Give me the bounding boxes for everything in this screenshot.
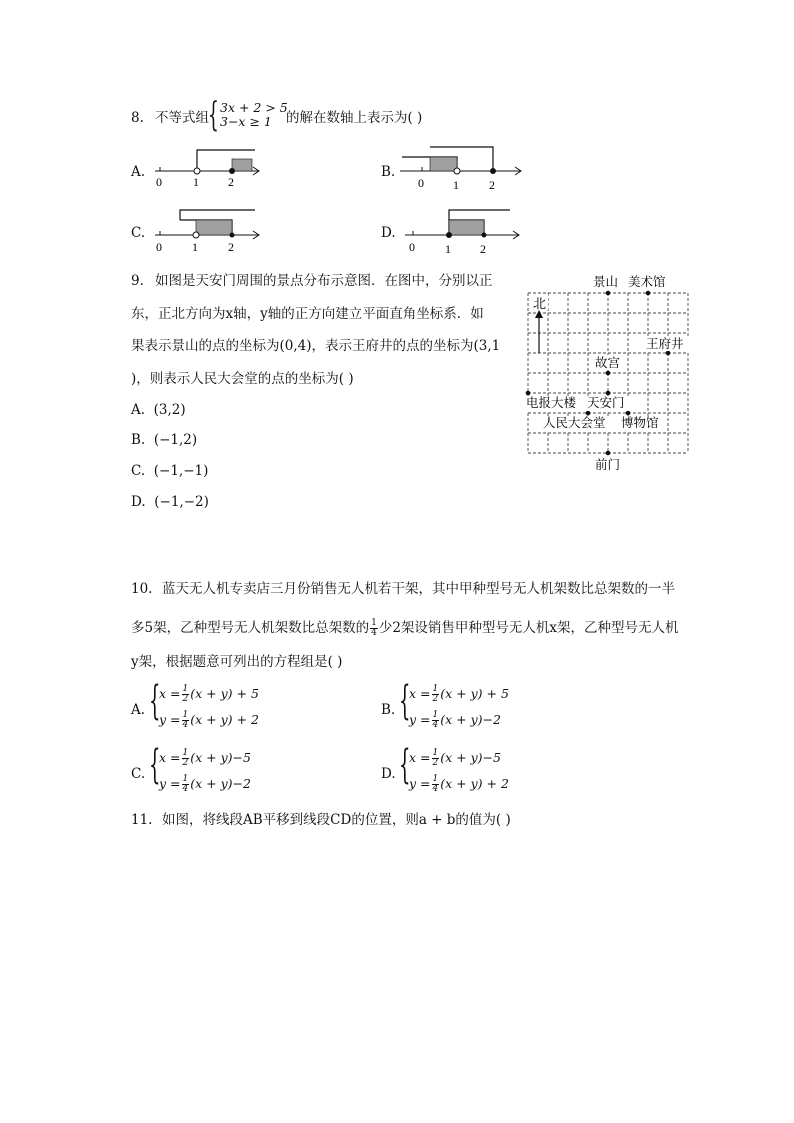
tick-2: 2 [489, 178, 495, 190]
map-label-renmin: 人民大会堂 [543, 416, 606, 430]
map-label-tiananmen: 天安门 [587, 396, 625, 410]
q9-option-b[interactable]: B. (−1,2) [131, 432, 198, 448]
q8-number: 8. [131, 110, 144, 126]
map-label-bowuguan: 博物馆 [621, 416, 659, 430]
q10-line3: y架，根据题意可列出的方程组是( ) [131, 654, 343, 670]
q8-option-a-label[interactable]: A. [131, 164, 146, 180]
q10-line2: 多5架，乙种型号无人机架数比总架数的 $\frac{1}{4}$ 少2架设销售甲种型号无人机x架，乙种型号无人机 [131, 618, 679, 638]
tick-0: 0 [418, 176, 424, 190]
q8-brace: { [208, 95, 219, 135]
q9-line4: )，则表示人民大会堂的点的坐标为( ) [131, 371, 354, 387]
tick-2: 2 [480, 242, 486, 253]
tick-1: 1 [453, 178, 459, 190]
map-label-dianbao: 电报大楼 [526, 396, 577, 410]
tick-1: 1 [193, 175, 199, 189]
q9-option-d[interactable]: D. (−1,−2) [131, 494, 209, 510]
tick-1: 1 [192, 240, 198, 253]
tick-0: 0 [156, 175, 162, 189]
map-north-label: 北 [533, 296, 547, 311]
map-label-wangfujing: 王府井 [646, 337, 684, 351]
q8-option-d-numberline [400, 205, 525, 253]
q9-line3: 果表示景山的点的坐标为(0,4)，表示王府井的点的坐标为(3,1 [131, 338, 501, 354]
q8-option-c-label[interactable]: C. [131, 225, 146, 241]
q8-option-b-numberline [400, 142, 525, 190]
q11-number: 11. [131, 812, 153, 828]
q9-option-a[interactable]: A. (3,2) [131, 402, 186, 418]
q9-option-c[interactable]: C. (−1,−1) [131, 463, 209, 479]
q10-option-a[interactable]: A. { x = $\frac{1}{2}$ (x + y) + 5 y = $\frac{1}{4}$ (x + y) + 2 [131, 678, 259, 730]
map-label-qianmen: 前门 [595, 458, 621, 472]
tick-0: 0 [156, 240, 162, 253]
map-label-gugong: 故宫 [595, 356, 621, 370]
q8-line1: 3x + 2 > 5 [220, 100, 288, 115]
q10-option-d[interactable]: D. { x = $\frac{1}{2}$ (x + y)−5 y = $\frac{1}{4}$ (x + y) + 2 [381, 742, 509, 794]
q9-number: 9. [131, 273, 144, 289]
tick-0: 0 [409, 240, 415, 253]
q8-line2: 3−x ≥ 1 [220, 114, 272, 129]
tick-1: 1 [445, 242, 451, 253]
q10-line1: 蓝天无人机专卖店三月份销售无人机若干架，其中甲种型号无人机架数比总架数的一半 [162, 581, 675, 597]
q8-option-c-numberline [150, 205, 265, 253]
map-label-jingshan: 景山 [593, 275, 619, 289]
tick-2: 2 [228, 175, 234, 189]
q9-line1: 如图是天安门周围的景点分布示意图．在图中，分别以正 [155, 273, 493, 289]
q8-option-b-label[interactable]: B. [381, 164, 396, 180]
q10-number: 10. [131, 581, 153, 597]
map-label-meishuguan: 美术馆 [628, 275, 666, 289]
q8-prefix: 不等式组 [155, 110, 209, 126]
q11-text: 如图，将线段AB平移到线段CD的位置，则a + b的值为( ) [162, 812, 511, 828]
q10-option-b[interactable]: B. { x = $\frac{1}{2}$ (x + y) + 5 y = $\frac{1}{4}$ (x + y)−2 [381, 678, 509, 730]
q8-option-d-label[interactable]: D. [381, 225, 396, 241]
q9-line2: 东，正北方向为x轴，y轴的正方向建立平面直角坐标系．如 [131, 306, 484, 322]
tick-2: 2 [228, 240, 234, 253]
q9-map-figure [520, 268, 695, 478]
q10-option-c[interactable]: C. { x = $\frac{1}{2}$ (x + y)−5 y = $\frac{1}{4}$ (x + y)−2 [131, 742, 251, 794]
q8-suffix: 的解在数轴上表示为( ) [286, 110, 423, 126]
q8-option-a-numberline [150, 145, 265, 190]
